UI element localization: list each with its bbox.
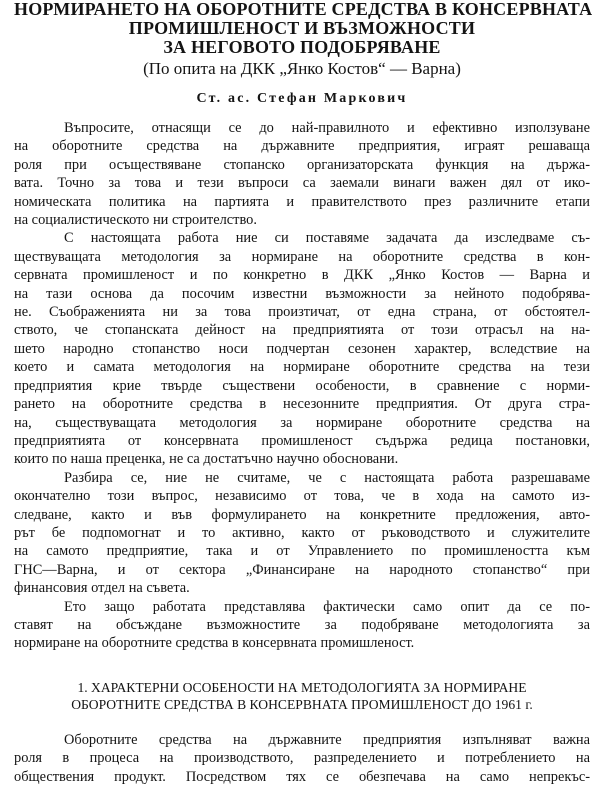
text-line: рането на оборотните средства в несезонните предприятия. От друга стра- bbox=[14, 396, 590, 413]
section-heading-line-1: 1. ХАРАКТЕРНИ ОСОБЕНОСТИ НА МЕТОДОЛОГИЯТА ЗА НОРМИРАНЕ bbox=[77, 679, 527, 695]
text-line: предприятия крие твърде съществени особености, в сравнение с норми- bbox=[14, 377, 590, 394]
text-line: предприятията от консервната промишленост съдържа редица постановки, bbox=[14, 432, 590, 449]
title-line-3: ЗА НЕГОВОТО ПОДОБРЯВАНЕ bbox=[163, 37, 441, 57]
text-line: рът бе подпомогнат и то активно, както от ръководството и служителите bbox=[14, 524, 590, 541]
text-line: ставят на обсъждане възможностите за подобряване методологията за bbox=[14, 616, 590, 633]
section-heading-line-2: ОБОРОТНИТЕ СРЕДСТВА В КОНСЕРВНАТА ПРОМИШЛЕНОСТ ДО 1961 г. bbox=[71, 696, 533, 712]
title-line-2: ПРОМИШЛЕНОСТ И ВЪЗМОЖНОСТИ bbox=[128, 18, 476, 38]
text-line: не. Съображенията ни за това произтичат, от една страна, от обстоятел- bbox=[14, 304, 590, 321]
text-line: което и самата методология на нормиране оборотните средства на тези bbox=[14, 359, 590, 376]
paragraph-1 bbox=[14, 119, 590, 229]
title-line-1: НОРМИРАНЕТО НА ОБОРОТНИТЕ СРЕДСТВА В КОНСЕРВНАТА bbox=[14, 0, 593, 19]
paragraph-4 bbox=[14, 598, 590, 653]
text-line: ството, че стопанската дейност на предприятията от този отрасъл на на- bbox=[14, 322, 590, 339]
text-line: на социалистическото ни строителство. bbox=[14, 212, 257, 229]
text-line: на самото предприятие, така и от Управлението по промишлеността към bbox=[14, 543, 590, 560]
text-line: С настоящата работа ние си поставяме задачата да изследваме съ- bbox=[64, 230, 590, 247]
article-title bbox=[14, 0, 593, 79]
text-line: вата. Точно за това и тези въпроси са заемали винаги важен дял от ико- bbox=[14, 175, 590, 192]
paragraph-3 bbox=[14, 469, 590, 598]
text-line: следване, както и във формулирането на конкретните предложения, авто- bbox=[14, 506, 590, 523]
text-line: финансовия отдел на съвета. bbox=[14, 580, 190, 597]
author-name: Ст. ас. Стефан Маркович bbox=[196, 91, 408, 106]
text-line: номическата политика на партията и правителството през различните етапи bbox=[14, 193, 590, 210]
text-line: сервната промишленост и по конкретно в ДКК „Янко Костов — Варна и bbox=[14, 267, 590, 284]
section-heading bbox=[14, 679, 590, 713]
text-line: обществения продукт. Посредством тях се обезпечава на само непрекъс- bbox=[14, 768, 590, 785]
text-line: роля при осъществяване стопанско организаторската функция на държа- bbox=[14, 156, 590, 173]
text-line: ГНС—Варна, и от сектора „Финансиране на народното стопанство“ при bbox=[14, 561, 590, 578]
text-line: на оборотните средства на държавните предприятия, играят решаваща bbox=[14, 138, 590, 155]
text-line: на тази основа да посочим известни възможности за нейното подобрява- bbox=[14, 285, 590, 302]
text-line: ществуващата методология за нормиране на оборотните средства в кон- bbox=[14, 248, 590, 265]
text-line: нормиране на оборотните средства в консервната промишленост. bbox=[14, 635, 415, 652]
text-line: Въпросите, отнасящи се до най-правилното и ефективно използуване bbox=[64, 120, 590, 136]
text-line: окончателно този въпрос, независимо от това, че в хода на самото из- bbox=[14, 488, 590, 505]
text-line: Ето защо работата представлява фактически само опит да се по- bbox=[64, 598, 590, 615]
paragraph-2 bbox=[14, 229, 590, 468]
article-subtitle: (По опита на ДКК „Янко Костов“ — Варна) bbox=[143, 59, 461, 78]
text-line: шето народно стопанство носи подчертан сезонен характер, вследствие на bbox=[14, 340, 590, 357]
section-paragraph bbox=[14, 731, 590, 786]
text-line: на, съществуващата методология за нормиране оборотните средства на bbox=[14, 414, 590, 431]
text-line: роля в процеса на производството, разпределението и потреблението на bbox=[14, 750, 590, 767]
text-line: които по наша преценка, не са достатъчно научно обосновани. bbox=[14, 451, 399, 468]
text-line: Оборотните средства на държавните предприятия изпълняват важна bbox=[64, 731, 590, 748]
text-line: Разбира се, ние не считаме, че с настоящата работа разрешаваме bbox=[64, 469, 590, 486]
